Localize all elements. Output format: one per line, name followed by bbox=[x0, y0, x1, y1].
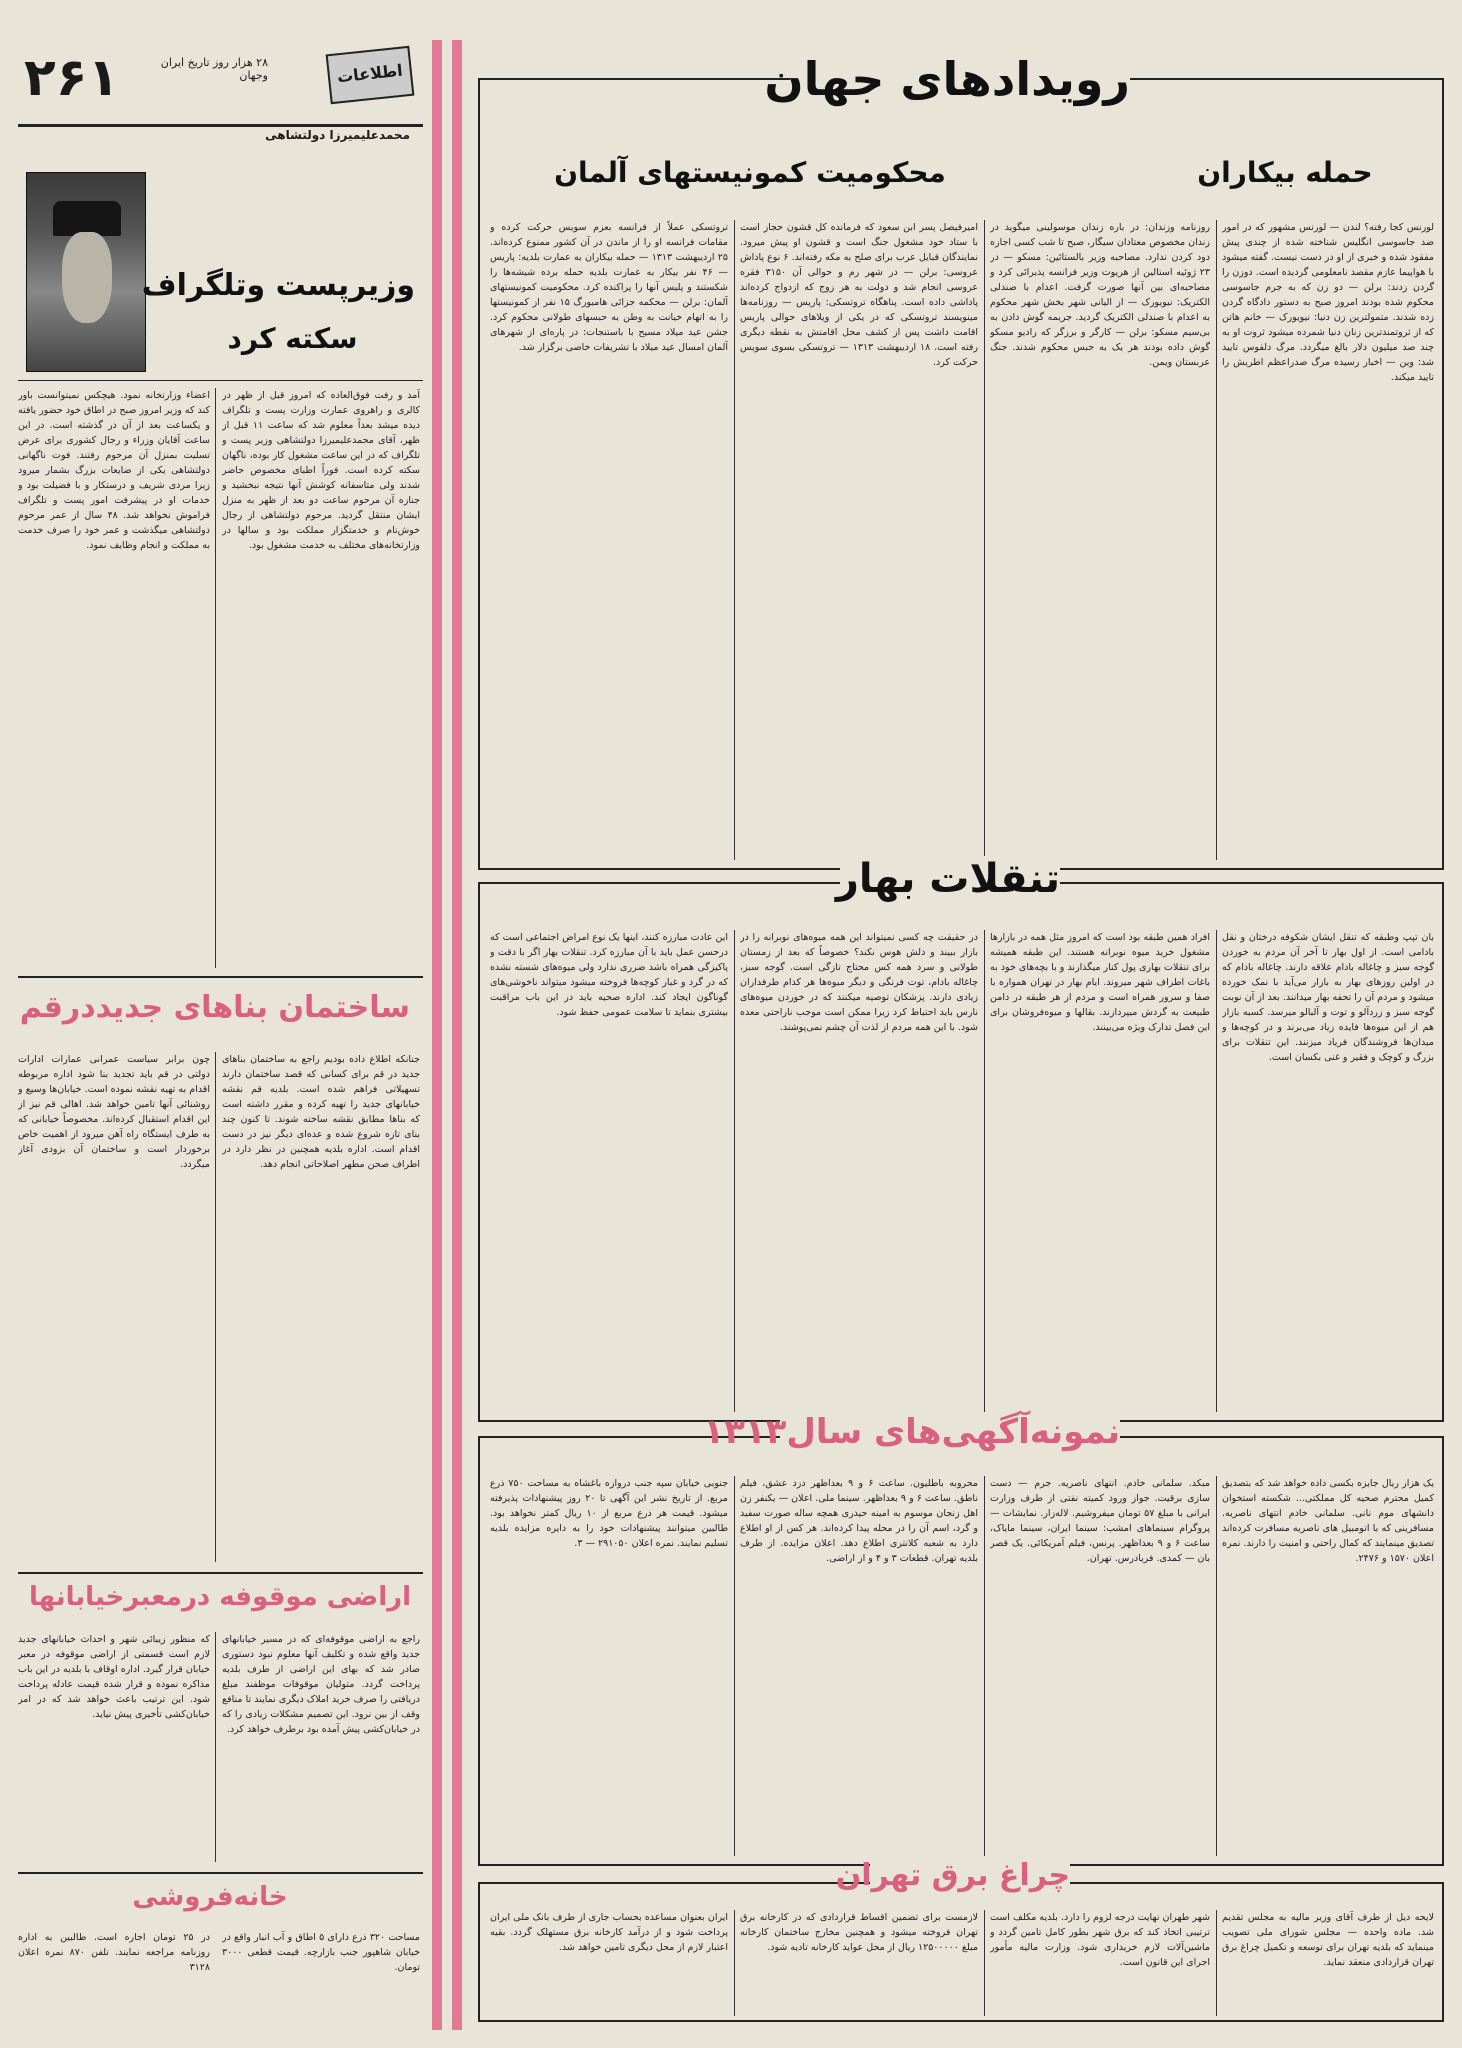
feature-col-left: اعضاء وزارتخانه نمود. هیچکس نمیتوانست باور کند که وزیر امروز صبح در اطاق خود حضور یافته و یکساعت بعد از آن در گذشته است. در این ساعت آقایان وزراء و رجال کشوری برای عرض تسلیت بمنزل آن مرحوم رفتند. فوت ناگهانی دولتشاهی یکی از ضایعات بزرگ بشمار میرود زیرا مردی شریف و درستکار و با فضیلت بود و خدمات او در پیشرفت امور پست و تلگراف فراموش نخواهد شد. ۴۸ سال از عمر مرحوم دولتشاهی میگذشت و عمر خود را صرف خدمت به مملکت و انجام وظایف نمود. bbox=[18, 390, 210, 551]
electric-col-4: ایران بعنوان مساعده بحساب جاری از طرف بانک ملی ایران پرداخت شود و از درآمد کارخانه برق مستهلک گردد. بقیه اعتبار لازم از محل دیگری تامین خواهد شد. bbox=[490, 1912, 728, 1953]
story-unemployed-title: حمله بیکاران bbox=[1197, 156, 1373, 189]
ads-col-4: جنوبی خیابان سپه جنب دروازه باغشاه به مساحت ۷۵۰ ذرع مربع. از تاریخ نشر این آگهی تا ۲۰ روز پیشنهادات پذیرفته میشود. قیمت هر ذرع مربع از ۱۰ ریال کمتر نخواهد بود. طالبین میتوانند پیشنهادات خود را به دایره مزایده بلدیه تسلیم نمایند. نمره اعلان ۲۹۱۰۵۰ — ۳. bbox=[490, 1478, 728, 1549]
electric-col-2: شهر طهران نهایت درجه لزوم را دارد. بلدیه مکلف است ترتیبی اتخاذ کند که برق شهر بطور کامل تامین گردد و ماشین‌آلات لازم خریداری شود. وزارت مالیه مأمور اجرای این قانون است. bbox=[990, 1912, 1210, 1968]
world-sep-3 bbox=[734, 220, 735, 860]
electric-col-3: لازمست برای تضمین اقساط قراردادی که در کارخانه برق تهران فروخته میشود و همچنین مخارج ساختمان کارخانه مبلغ ۱۲۵۰۰۰۰۰ ریال از محل عواید کارخانه تادیه شود. bbox=[740, 1912, 978, 1953]
house-top-rule bbox=[18, 1872, 423, 1874]
feature-title-line1: وزیرپست وتلگراف bbox=[141, 268, 415, 303]
page-number: ۲۶۱ bbox=[24, 48, 120, 108]
land-title: اراضی موقوفه درمعبرخیابانها bbox=[28, 1582, 412, 1612]
electric-title: چراغ برق تهران bbox=[835, 1858, 1070, 1893]
electric-sep-1 bbox=[1216, 1910, 1217, 2016]
electric-sep-2 bbox=[984, 1910, 985, 2016]
world-sep-1 bbox=[1216, 220, 1217, 860]
world-col-4: تروتسکی عملاً از فرانسه بعزم سویس حرکت کرده و مقامات فرانسه او را از ماندن در آن کشور ممنوع کرده‌اند. ۲۵ اردیبهشت ۱۳۱۳ — حمله بیکاران به عمارت بلدیه: پاریس — ۴۶ نفر بیکار به عمارت بلدیه حمله برده شیشه‌ها را شکستند و پلیس آنها را پراکنده کرد. محکومیت کمونیستهای آلمان: برلن — محکمه جزائی هامبورگ ۱۵ نفر از کمونیستها را به اتهام خیانت به وطن به حبسهای طولانی محکوم کرد. جشن عید میلاد مسیح با باستنجات: در پاره‌ای از شهرهای آلمان امسال عید میلاد با تشریفات خاصی برگزار شد. bbox=[490, 222, 728, 353]
logo-text: اطلاعات bbox=[336, 60, 404, 87]
newspaper-logo bbox=[326, 46, 415, 105]
feature-divider bbox=[18, 380, 423, 381]
decorative-pink-bar-right bbox=[452, 40, 462, 2030]
house-sale-title: خانه‌فروشی bbox=[132, 1882, 288, 1912]
ads-sep-1 bbox=[1216, 1476, 1217, 1856]
story-communists-title: محکومیت کمونیستهای آلمان bbox=[554, 156, 946, 189]
world-col-1: لورنس کجا رفته؟ لندن — لورنس مشهور که در امور ضد جاسوسی انگلیس شناخته شده از چندی پیش مفقود شده و خبری از او در دست نیست. گفته میشود با هواپیما عازم مقصد نامعلومی گردیده است. دوزن را گردن زدند: برلن — دو زن که به جرم جاسوسی محکوم شده بودند امروز صبح به دستور دادگاه گردن زده شدند. متمولترین زن دنیا: نیویورک — خانم هاتن که از ثروتمندترین زنان دنیا شمرده میشود ثروت او به چند صد میلیون دلار بالغ میگردد. مرگ دلفوس تایید شد: وین — اخبار رسیده مرگ صدراعظم اطریش را تایید میکند. bbox=[1222, 222, 1434, 383]
photo-caption: محمدعلیمیرزا دولتشاهی bbox=[265, 128, 410, 142]
ads-col-1: یک هزار ریال جایزه بکسی داده خواهد شد که بتصدیق کمیل محترم صحیه کل مملکتی... شکسته استخوان دانشهای موم نانی. سلمانی خادم انتهای ناصریه. مسافرینی که با اتومبیل های ناصریه مسافرت کرده‌اند تصدیق مینمایند که کمال راحتی و امنیت را دارند. نمره اعلان ۱۵۷۰ و ۲۴۷۶. bbox=[1222, 1478, 1434, 1564]
spring-col-4: این عادت مبارزه کنند، اینها یک نوع امراض اجتماعی است که درحسن عمل باید با آن مبارزه کرد. تنقلات بهار اگر با دقت و پاکیزگی همراه باشد ضرری ندارد ولی میوه‌های شسته نشده که در گرد و غبار کوچه‌ها فروخته میشود میتواند ناخوشی‌های گوناگون ایجاد کند. اداره صحیه باید در این باب مراقبت بیشتری بنماید تا سلامت عمومی حفظ شود. bbox=[490, 932, 728, 1018]
spring-sep-3 bbox=[734, 930, 735, 1412]
buildings-top-rule bbox=[18, 976, 423, 978]
decorative-pink-bar-left bbox=[432, 40, 442, 2030]
world-sep-2 bbox=[984, 220, 985, 860]
land-top-rule bbox=[18, 1572, 423, 1574]
land-col-left: که منظور زیبائی شهر و احداث خیابانهای جدید لازم است قسمتی از اراضی موقوفه در معبر خیابان قرار گیرد. اداره اوقاف با بلدیه در این باب مذاکره نموده و قرار شده قیمت عادله پرداخت شود. این ترتیب باعث خواهد شد که در امر خیابان‌کشی تأخیری پیش نیاید. bbox=[18, 1634, 210, 1720]
portrait-photo bbox=[26, 172, 146, 372]
electric-col-1: لایحه دیل از طرف آقای وزیر مالیه به مجلس تقدیم شد. ماده واحده — مجلس شورای ملی تصویب مینماید که بلدیه تهران برای توسعه و تکمیل چراغ برق تهران قراردادی منعقد نماید. bbox=[1222, 1912, 1434, 1968]
spring-col-3: در حقیقت چه کسی نمیتواند این همه میوه‌های نوبرانه را در بازار ببیند و دلش هوس نکند؟ خصوصاً که بعد از زمستان طولانی و سرد همه کس محتاج تازگی است. گوجه سبز، چاغاله بادام، توت فرنگی و دیگر میوه‌ها هر کدام طرفداران زیادی دارند. پزشکان توصیه میکنند که در خوردن میوه‌های نارس باید احتیاط کرد زیرا ممکن است موجب ناراحتی معده شود. با این همه مردم از لذت آن چشم نمی‌پوشند. bbox=[740, 932, 978, 1033]
page-header bbox=[18, 46, 423, 127]
spring-sep-2 bbox=[984, 930, 985, 1412]
land-col-right: راجع به اراضی موقوفه‌ای که در مسیر خیابانهای جدید واقع شده و تکلیف آنها معلوم نبود دستوری صادر شد که بهای این اراضی از طرف بلدیه پرداخت گردد. متولیان موقوفات موظفند مبلغ دریافتی را صرف خرید املاک دیگری نمایند تا منافع وقف از بین نرود. این تصمیم مشکلات زیادی را که در خیابان‌کشی پیش آمده بود برطرف خواهد کرد. bbox=[222, 1634, 420, 1735]
house-col-right: مساحت ۳۲۰ ذرع دارای ۵ اطاق و آب انبار واقع در خیابان شاهپور جنب بازارچه. قیمت قطعی ۳۰۰۰ تومان. bbox=[222, 1932, 420, 1973]
buildings-col-separator bbox=[215, 1052, 216, 1562]
house-col-left: در ۲۵ تومان اجاره است. طالبین به اداره روزنامه مراجعه نمایند. تلفن ۸۷۰ نمره اعلان ۳۱۲۸ bbox=[18, 1932, 210, 1973]
series-label: ۲۸ هزار روز تاریخ ایران وجهان bbox=[160, 56, 268, 82]
ads-col-2: مبکد. سلمانی خادم. انتهای ناصریه. جرم — دست سازی برقیت. جواز ورود کمیته نفتی از طرف وزارت ایرانی با مبلغ ۵۷ تومان میفروشیم. لاله‌زار. نمایشات — پروگرام سینماهای امشب: سینما ایران، سینما مایاک، ساعت ۶ و ۹ بعداظهر. پرنس، فیلم آمریکائی. یک قصر بان — کمدی. فریادرس. تهران. bbox=[990, 1478, 1210, 1564]
world-col-2: روزنامه وزندان: در باره زندان موسولینی میگوید در زندان مخصوص معتادان سیگار، صبح تا شب کسی اجازه دود کردن ندارد. مصاحبه وزیر بالستائین: مسکو — در ۲۳ ژوئیه استالین از هریوت وزیر فرانسه پذیرائی کرد و مصاحبه‌ای بین آنها صورت گرفت. اعدام با صندلی الکتریک: نیویورک — از الیانی شهر بخش شهر محکوم به اعدام با صندلی الکتریک گردید. جریمه گوش دادن به بی‌سیم مسکو: برلن — کارگر و برزگر که رادیو مسکو گوش داده بودند هر یک به حبس محکوم شدند. جنگ عربستان ویمن. bbox=[990, 222, 1210, 368]
spring-sep-1 bbox=[1216, 930, 1217, 1412]
feature-title-line2: سکته کرد bbox=[227, 322, 358, 355]
ads-sep-3 bbox=[734, 1476, 735, 1856]
spring-title: تنقلات بهار bbox=[835, 856, 1060, 902]
buildings-col-right: جنانکه اطلاع داده بودیم راجع به ساختمان بناهای جدید در قم برای کسانی که قصد ساختمان دارند تسهیلاتی فراهم شده است. بلدیه قم نقشه خیابانهای جدید را تهیه کرده و مقرر داشته است که بناها مطابق نقشه ساخته شوند. تا کنون چند بنای تازه شروع شده و عده‌ای دیگر نیز در دست اقدام است. اداره بلدیه همچنین در نظر دارد در اطراف صحن مطهر اصلاحاتی انجام دهد. bbox=[222, 1054, 420, 1170]
buildings-title: ساختمان بناهای جدیددرقم bbox=[19, 990, 410, 1025]
ads-sep-2 bbox=[984, 1476, 985, 1856]
buildings-col-left: چون برابر سیاست عمرانی عمارات ادارات دولتی در قم باید تجدید بنا شود اداره مربوطه اقدام به تهیه نقشه نموده است. خیابان‌ها وسیع و روشنائی آنها تامین خواهد شد. اهالی قم نیز از این اقدام استقبال کرده‌اند. مخصوصاً خیابانی که به طرف ایستگاه راه آهن میرود از اهمیت خاص برخوردار است و ساختمان آن بزودی آغاز میگردد. bbox=[18, 1054, 210, 1170]
land-col-separator bbox=[215, 1632, 216, 1862]
feature-col-right: آمد و رفت فوق‌العاده که امروز قبل از ظهر در کالری و راهروی عمارت وزارت پست و تلگراف دیده میشد بعداً معلوم شد که ساعت ۱۱ قبل از ظهر، آقای محمدعلیمیرزا دولتشاهی وزیر پست و تلگراف که در این ساعت مشغول کار بوده، ناگهان سکته کرده است. فوراً اطبای مخصوص حاضر شدند ولی متاسفانه کوشش آنها نتیجه نبخشید و جنازه آن مرحوم ساعت دو بعد از ظهر به منزل ایشان منتقل گردید. مرحوم دولتشاهی از رجال خوش‌نام و خدمتگزار مملکت بود و سالها در وزارتخانه‌های مختلف به خدمت مشغول بود. bbox=[222, 390, 420, 551]
ads-col-3: محروبه باطلیون. ساعت ۶ و ۹ بعداظهر دزد عشق، فیلم ناطق. ساعت ۶ و ۹ بعداظهر. سینما ملی. اعلان — یکنفر زن اهل زنجان موسوم به امینه حیدری همچه ساله صورت سفید و گرد، اسم آن را در محله پیدا کرده‌اند. هر کس از او اطلاع دارد به شعبه کلانتری اطلاع دهد. اعلان مزایده. از طرف بلدیه تهران. قطعات ۳ و ۴ و از اراضی. bbox=[740, 1478, 978, 1564]
world-events-title: رویدادهای جهان bbox=[764, 52, 1130, 106]
electric-sep-3 bbox=[734, 1910, 735, 2016]
spring-col-2: افراد همین طبقه بود است که امروز مثل همه در بازارها مشغول خرید میوه نوبرانه هستند. این طبقه همیشه برای تنقلات بهاری پول کنار میگذارند و با بچه‌های خود به باغات اطراف شهر میروند. ایام بهار در تهران همواره با صفا و سرور همراه است و مردم از هر طبقه در دامن طبیعت به گردش میپردازند. بقالها و میوه‌فروشان برای این فصل تدارک ویژه می‌بینند. bbox=[990, 932, 1210, 1033]
world-col-3: امیرفیصل پسر ابن سعود که فرمانده کل قشون حجاز است با ستاد خود مشغول جنگ است و قشون او پیش میرود. نمایندگان قبایل عرب برای صلح به مکه رفته‌اند. ۶ نوع پاداش عروسی: برلن — در شهر رم و حوالی آن ۳۱۵۰ فقره عروسی انجام شد و دولت به هر زوج که ازدواج کرده‌اند پاداشی داده است. پناهگاه تروتسکی: پاریس — روزنامه‌ها مینویسند تروتسکی که در یکی از ویلاهای حوالی پاریس اقامت داشت پس از کشف محل اقامتش به نقطه دیگری رفته است. ۱۸ اردیبهشت ۱۳۱۳ — تروتسکی بسوی سویس حرکت کرد. bbox=[740, 222, 978, 368]
ads-title: نمونه‌آگهی‌های سال۱۳۱۳ bbox=[703, 1412, 1120, 1452]
feature-col-separator bbox=[215, 388, 216, 968]
spring-col-1: بان تپپ وطبقه که تنقل ایشان شکوفه درختان و نقل بادامی است. از اول بهار تا آخر آن مردم به خوردن گوجه سبز و چاغاله بادام علاقه دارند. چاغاله بادام که در اولین روزهای بهار به بازار می‌آید با نمک خورده میشود و مردم آن را تحفه بهار میدانند. بعد از آن نوبت گوجه سبز و زردآلو و توت و آلبالو میرسد. کسبه بازار هم از این میوه‌ها فایده زیاد می‌برند و در کوچه‌ها و میدان‌ها فروشندگان فریاد میزنند. این تنقلات برای بزرگ و کوچک و فقیر و غنی بکسان است. bbox=[1222, 932, 1434, 1063]
